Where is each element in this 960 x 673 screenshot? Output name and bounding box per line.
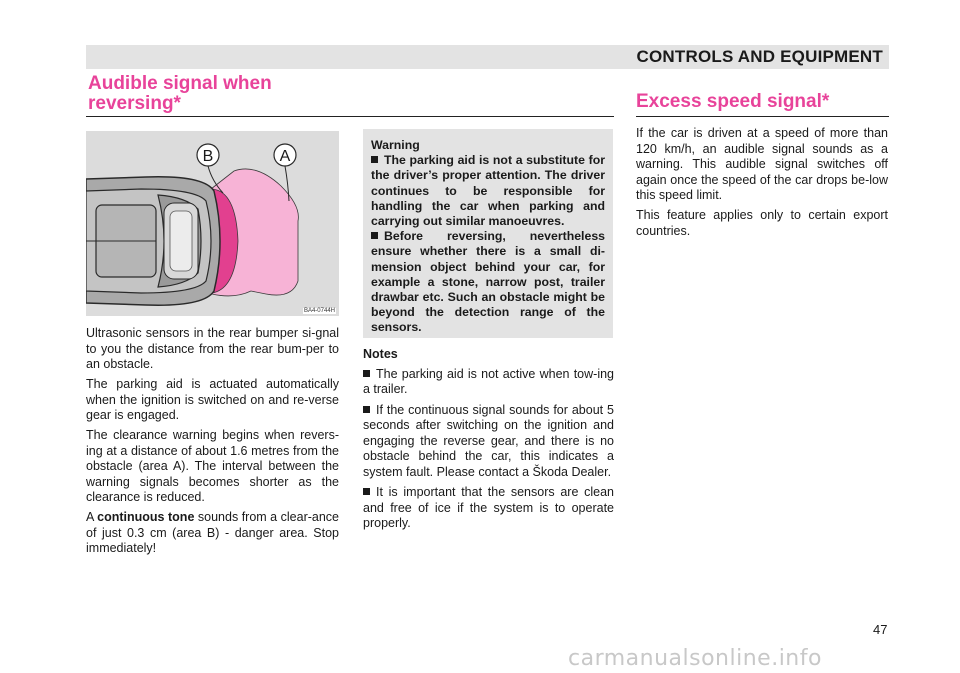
square-bullet-icon xyxy=(371,156,378,163)
figure-code: BA4-0744H xyxy=(303,308,335,314)
car-topview-illustration xyxy=(86,131,339,316)
section-title: CONTROLS AND EQUIPMENT xyxy=(636,47,883,66)
square-bullet-icon xyxy=(363,406,370,413)
bold-term: continuous tone xyxy=(97,510,195,524)
note-item: The parking aid is not active when tow-ing a trailer. xyxy=(363,366,614,396)
paragraph: Ultrasonic sensors in the rear bumper si-gnal to you the distance from the rear bum-per to an obstacle. xyxy=(86,326,339,371)
left-column-text xyxy=(86,326,339,561)
note-item: If the continuous signal sounds for about 5 seconds after switching on the ignition and engaging the reverse gear, and there is no obstacle behind the car, this indicates a system fault. Please contact a Škoda Dealer. xyxy=(363,402,614,479)
heading-line-1: Audible signal when xyxy=(88,73,272,94)
paragraph: If the car is driven at a speed of more than 120 km/h, an audible signal sounds as a warning. This audible signal switches off again once the speed of the car drops be-low this speed limit. xyxy=(636,126,888,202)
warning-box xyxy=(363,129,613,338)
square-bullet-icon xyxy=(371,232,378,239)
notes-section xyxy=(363,347,614,537)
heading-audible-signal xyxy=(88,74,408,114)
text-suffix: sounds from a clear-ance of just 0.3 cm (area B) - danger area. Stop immediately! xyxy=(86,510,339,555)
warning-item: The parking aid is not a substitute for the driver’s proper attention. The driver continues to be responsible for handling the car when parking and carrying out similar manoeuvres. xyxy=(371,153,605,229)
paragraph-continuous-tone xyxy=(86,510,339,557)
label-a-text: A xyxy=(279,148,291,165)
parking-sensor-figure xyxy=(86,131,339,316)
header-bar xyxy=(86,45,889,69)
heading-rule-left xyxy=(86,116,614,117)
note-item: It is important that the sensors are clean and free of ice if the system is to operate properly. xyxy=(363,485,614,530)
page-number: 47 xyxy=(873,622,888,637)
warning-item: Before reversing, nevertheless ensure whether there is a small di-mension object behind your car, for example a stone, narrow post, trailer drawbar etc. Such an obstacle might be beyond the detection range of the sensors. xyxy=(371,229,605,335)
heading-rule-right xyxy=(636,116,889,117)
heading-line-2: reversing* xyxy=(88,93,181,114)
paragraph: The parking aid is actuated automatically when the ignition is switched on and re-verse gear is engaged. xyxy=(86,377,339,422)
square-bullet-icon xyxy=(363,488,370,495)
label-b-text: B xyxy=(202,148,214,165)
heading-excess-speed: Excess speed signal* xyxy=(636,91,830,112)
square-bullet-icon xyxy=(363,370,370,377)
text-prefix: A xyxy=(86,510,98,524)
notes-title: Notes xyxy=(363,347,398,361)
watermark: carmanualsonline.info xyxy=(568,646,822,671)
paragraph: The clearance warning begins when revers-ing at a distance of about 1.6 metres from the obstacle (area A). The interval between the warning signals becomes shorter as the clearance is reduced. xyxy=(86,428,339,504)
paragraph: This feature applies only to certain export countries. xyxy=(636,208,888,238)
warning-title: Warning xyxy=(371,138,420,152)
right-column-text xyxy=(636,126,888,244)
